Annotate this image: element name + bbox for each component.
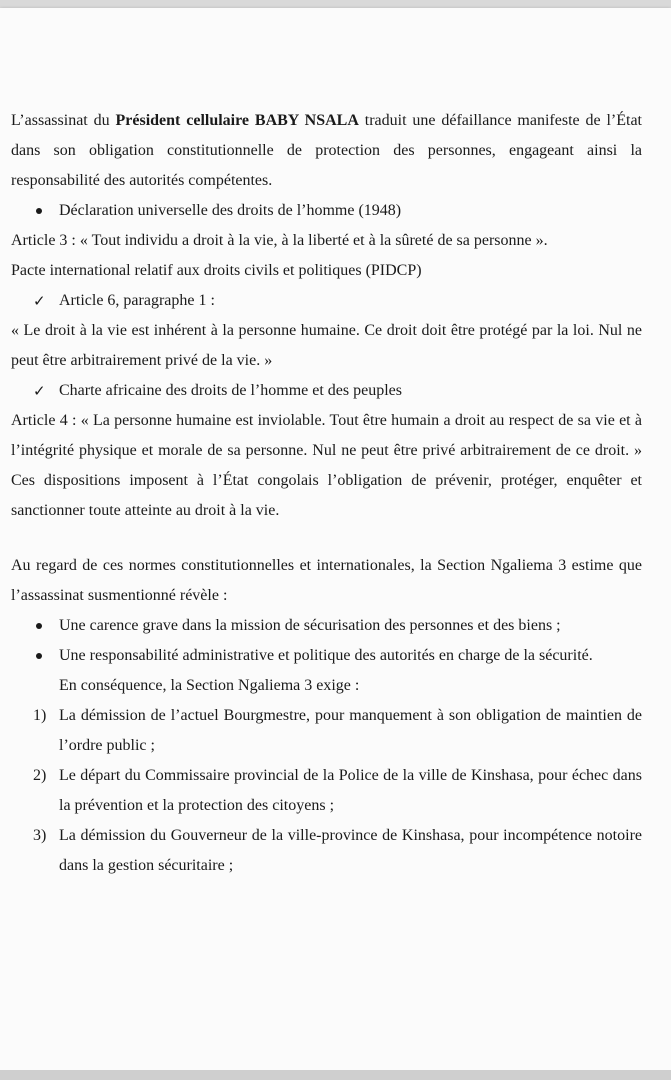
demand-text: Le départ du Commissaire provincial de la Police de la ville de Kinshasa, pour échec dans la prévention et la protection des citoyens ; bbox=[59, 767, 642, 814]
consequence-line: En conséquence, la Section Ngaliema 3 exige : bbox=[59, 677, 360, 694]
article-6-label: Article 6, paragraphe 1 : bbox=[59, 292, 215, 309]
document-body bbox=[11, 106, 642, 881]
charter-check-item bbox=[11, 376, 642, 406]
demand-text: La démission du Gouverneur de la ville-province de Kinshasa, pour incompétence notoire dans la gestion sécuritaire ; bbox=[59, 827, 642, 874]
article-3: Article 3 : « Tout individu a droit à la vie, à la liberté et à la sûreté de sa personne ». bbox=[11, 232, 548, 249]
bottom-edge bbox=[0, 1070, 671, 1080]
demand-item bbox=[11, 761, 642, 821]
article-4-paragraph: Article 4 : « La personne humaine est inviolable. Tout être humain a droit au respect de sa vie et à l’intégrité physique et morale de sa personne. Nul ne peut être privé arbitrairement de ce droit. » Ces dispositions imposent à l’État congolais l’obligation de prévenir, protéger, enquêter et sanctionner toute atteinte au droit à la vie. bbox=[11, 412, 642, 519]
finding-text: Une carence grave dans la mission de sécurisation des personnes et des biens ; bbox=[59, 617, 561, 634]
declaration-label: Déclaration universelle des droits de l’homme (1948) bbox=[59, 202, 402, 219]
bullet-dot-icon bbox=[36, 623, 42, 629]
check-mark-icon: ✓ bbox=[33, 382, 46, 400]
finding-text: Une responsabilité administrative et politique des autorités en charge de la sécurité. bbox=[59, 647, 593, 664]
regard-paragraph: Au regard de ces normes constitutionnelles et internationales, la Section Ngaliema 3 estime que l’assassinat susmentionné révèle : bbox=[11, 557, 642, 604]
bullet-dot-icon bbox=[36, 208, 42, 214]
declaration-bullet-item bbox=[11, 196, 642, 226]
intro-part1: L’assassinat du bbox=[11, 112, 116, 129]
finding-item bbox=[11, 611, 642, 641]
intro-paragraph bbox=[11, 106, 642, 196]
charter-label: Charte africaine des droits de l’homme et des peuples bbox=[59, 382, 402, 399]
bullet-dot-icon bbox=[36, 653, 42, 659]
demand-number: 3) bbox=[33, 827, 47, 844]
demand-number: 1) bbox=[33, 707, 47, 724]
demand-item bbox=[11, 821, 642, 881]
article-6-check-item bbox=[11, 286, 642, 316]
finding-item bbox=[11, 641, 642, 671]
demand-item bbox=[11, 701, 642, 761]
document-page bbox=[0, 8, 671, 1070]
demand-text: La démission de l’actuel Bourgmestre, pour manquement à son obligation de maintien de l’ordre public ; bbox=[59, 707, 642, 754]
intro-part2: traduit une défaillance manifeste de l’État dans son obligation constitutionnelle de protection des personnes, engageant ainsi la responsabilité des autorités compétentes. bbox=[11, 112, 642, 189]
article-6-quote: « Le droit à la vie est inhérent à la personne humaine. Ce droit doit être protégé par la loi. Nul ne peut être arbitrairement privé de la vie. » bbox=[11, 322, 642, 369]
pidcp-title: Pacte international relatif aux droits civils et politiques (PIDCP) bbox=[11, 262, 422, 279]
check-mark-icon: ✓ bbox=[33, 292, 46, 310]
president-name: Président cellulaire BABY NSALA bbox=[115, 112, 359, 129]
paragraph-gap bbox=[11, 526, 642, 551]
demand-number: 2) bbox=[33, 767, 47, 784]
